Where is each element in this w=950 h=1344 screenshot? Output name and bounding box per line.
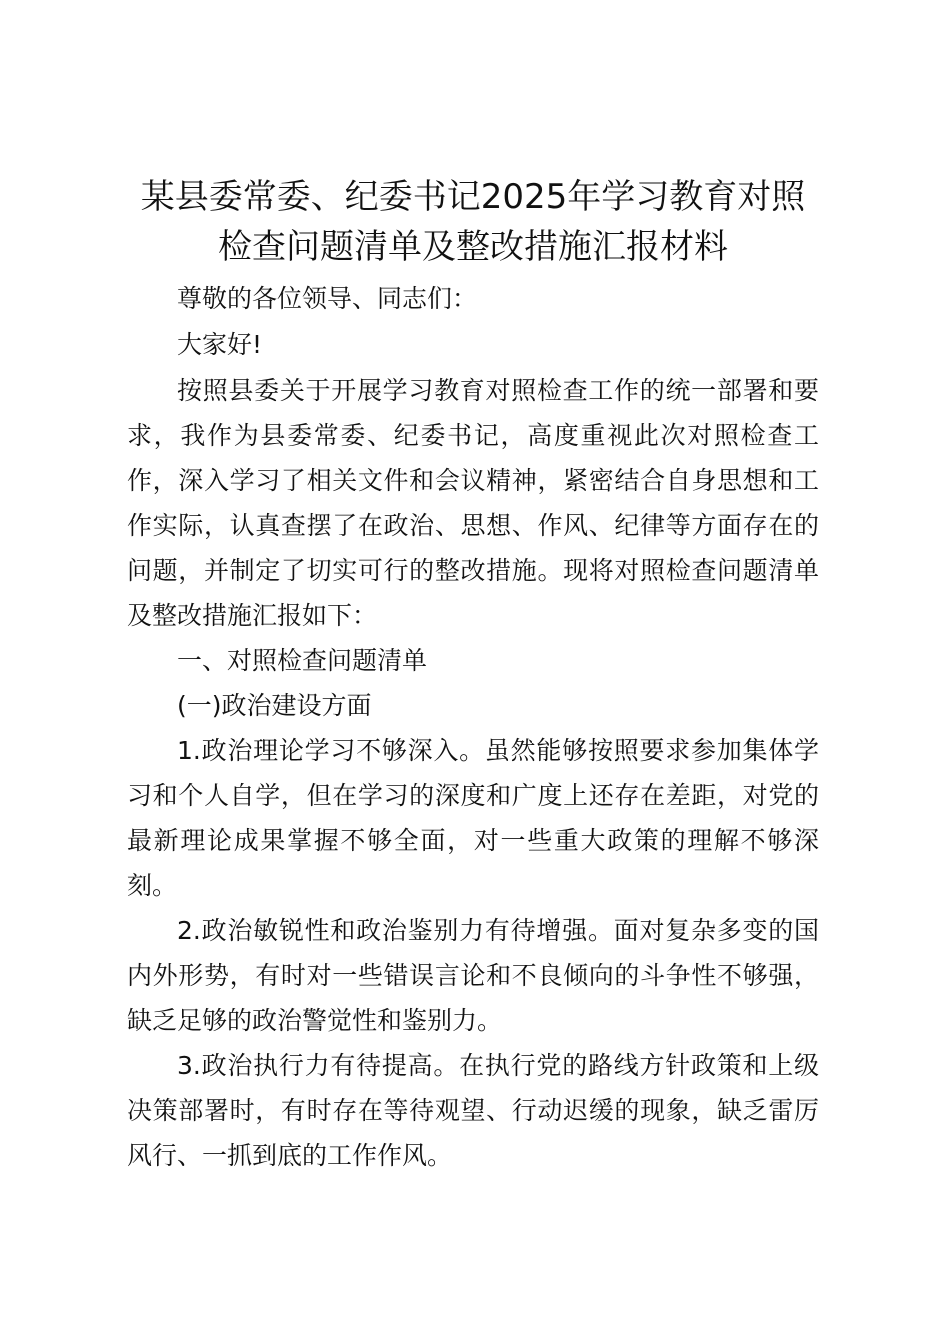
issue-item-2: 2.政治敏锐性和政治鉴别力有待增强。面对复杂多变的国内外形势，有时对一些错误言论和不良倾向的斗争性不够强，缺乏足够的政治警觉性和鉴别力。 <box>127 916 819 1035</box>
section-heading: 一、对照检查问题清单 <box>177 646 428 675</box>
title-line-2: 检查问题清单及整改措施汇报材料 <box>218 227 728 267</box>
greeting: 大家好! <box>177 330 263 359</box>
title-line-1: 某县委常委、纪委书记2025年学习教育对照 <box>140 177 806 217</box>
document-page <box>127 172 819 1178</box>
intro-paragraph: 按照县委关于开展学习教育对照检查工作的统一部署和要求，我作为县委常委、纪委书记，高度重视此次对照检查工作，深入学习了相关文件和会议精神，紧密结合自身思想和工作实际，认真查摆了在政治、思想、作风、纪律等方面存在的问题，并制定了切实可行的整改措施。现将对照检查问题清单及整改措施汇报如下： <box>127 376 819 630</box>
issue-item-1: 1.政治理论学习不够深入。虽然能够按照要求参加集体学习和个人自学，但在学习的深度和广度上还存在差距，对党的最新理论成果掌握不够全面，对一些重大政策的理解不够深刻。 <box>127 736 819 900</box>
salutation: 尊敬的各位领导、同志们： <box>177 284 478 313</box>
document-title <box>107 172 839 272</box>
subsection-heading: (一)政治建设方面 <box>177 691 372 720</box>
issue-item-3: 3.政治执行力有待提高。在执行党的路线方针政策和上级决策部署时，有时存在等待观望、行动迟缓的现象，缺乏雷厉风行、一抓到底的工作作风。 <box>127 1051 819 1170</box>
